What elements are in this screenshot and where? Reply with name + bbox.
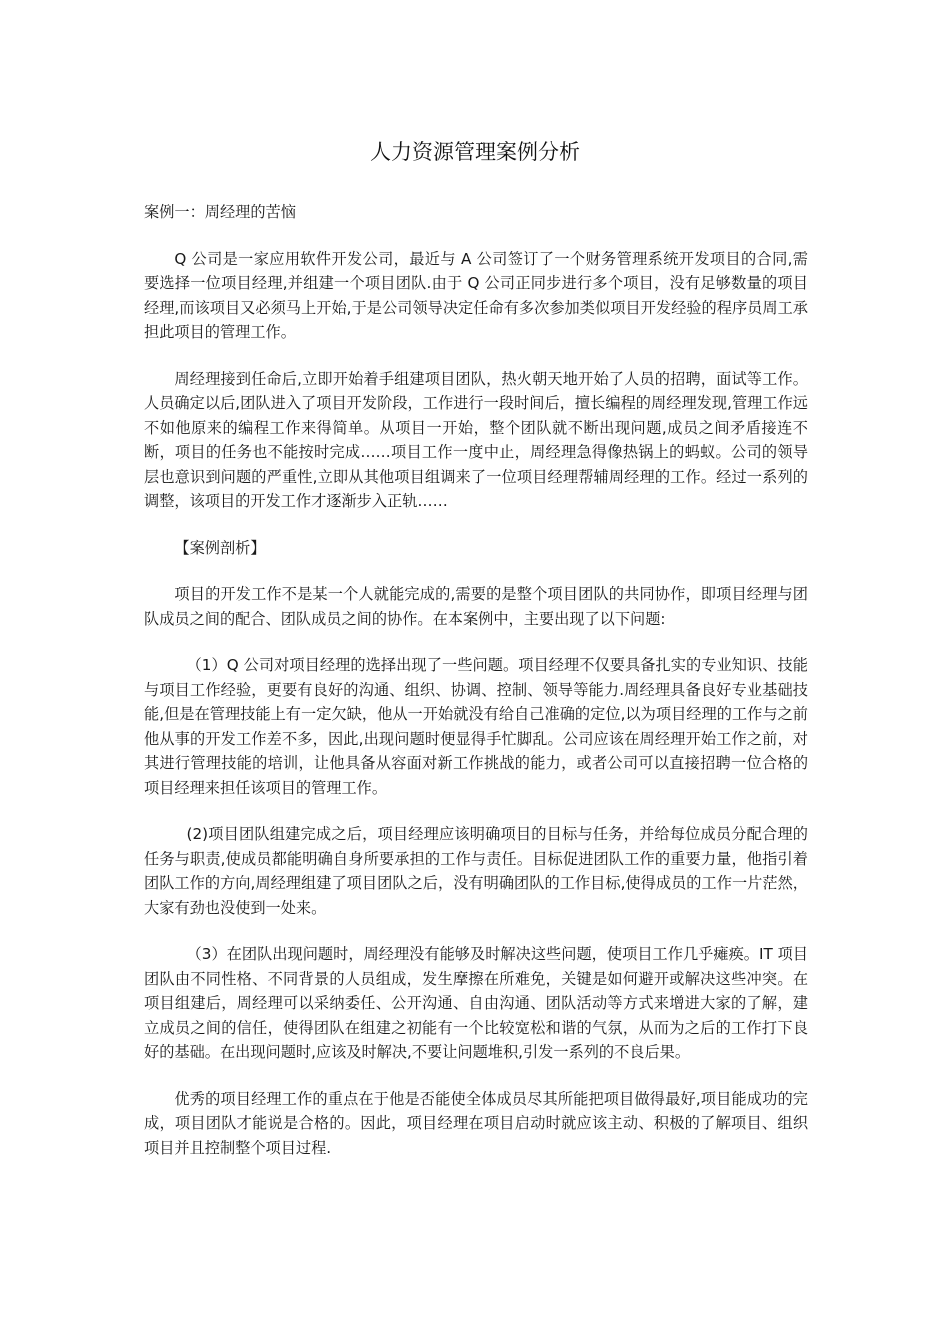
paragraph-issue-3: （3）在团队出现问题时，周经理没有能够及时解决这些问题，使项目工作几乎瘫痪。IT 项目团队由不同性格、不同背景的人员组成，发生摩擦在所难免，关键是如何避开或解决这些冲突。在项目组建后，周经理可以采纳委任、公开沟通、自由沟通、团队活动等方式来增进大家的了解，建立成员之间的信任，使得团队在组建之初能有一个比较宽松和谐的气氛，从而为之后的工作打下良好的基础。在出现问题时,应该及时解决,不要让问题堆积,引发一系列的不良后果。 [144, 945, 808, 1061]
paragraph-issue-1: （1）Q 公司对项目经理的选择出现了一些问题。项目经理不仅要具备扎实的专业知识、技能与项目工作经验，更要有良好的沟通、组织、协调、控制、领导等能力.周经理具备良好专业基础技能,但是在管理技能上有一定欠缺，他从一开始就没有给自己准确的定位,以为项目经理的工作与之前他从事的开发工作差不多，因此,出现问题时便显得手忙脚乱。公司应该在周经理开始工作之前，对其进行管理技能的培训，让他具备从容面对新工作挑战的能力，或者公司可以直接招聘一位合格的项目经理来担任该项目的管理工作。 [144, 656, 808, 797]
analysis-heading: 【案例剖析】 [174, 538, 266, 557]
case-heading: 案例一：周经理的苦恼 [144, 203, 296, 221]
document-body [144, 200, 808, 1160]
paragraph-story: 周经理接到任命后,立即开始着手组建项目团队，热火朝天地开始了人员的招聘，面试等工作。人员确定以后,团队进入了项目开发阶段，工作进行一段时间后，擅长编程的周经理发现,管理工作远不如他原来的编程工作来得简单。从项目一开始，整个团队就不断出现问题,成员之间矛盾接连不断，项目的任务也不能按时完成……项目工作一度中止，周经理急得像热锅上的蚂蚁。公司的领导层也意识到问题的严重性,立即从其他项目组调来了一位项目经理帮辅周经理的工作。经过一系列的调整，该项目的开发工作才逐渐步入正轨…… [144, 369, 808, 510]
paragraph-conclusion: 优秀的项目经理工作的重点在于他是否能使全体成员尽其所能把项目做得最好,项目能成功的完成，项目团队才能说是合格的。因此，项目经理在项目启动时就应该主动、积极的了解项目、组织项目并且控制整个项目过程. [144, 1089, 808, 1157]
document-title: 人力资源管理案例分析 [370, 140, 580, 164]
paragraph-background: Q 公司是一家应用软件开发公司，最近与 A 公司签订了一个财务管理系统开发项目的合同,需要选择一位项目经理,并组建一个项目团队.由于 Q 公司正同步进行多个项目，没有足够数量的项目经理,而该项目又必须马上开始,于是公司领导决定任命有多次参加类似项目开发经验的程序员周工承担此项目的管理工作。 [144, 249, 808, 341]
paragraph-analysis-intro: 项目的开发工作不是某一个人就能完成的,需要的是整个项目团队的共同协作，即项目经理与团队成员之间的配合、团队成员之间的协作。在本案例中，主要出现了以下问题: [144, 585, 808, 628]
paragraph-issue-2: (2)项目团队组建完成之后，项目经理应该明确项目的目标与任务，并给每位成员分配合理的任务与职责,使成员都能明确自身所要承担的工作与责任。目标促进团队工作的重要力量，他指引着团队工作的方向,周经理组建了项目团队之后，没有明确团队的工作目标,使得成员的工作一片茫然，大家有劲也没使到一处来。 [144, 825, 808, 917]
